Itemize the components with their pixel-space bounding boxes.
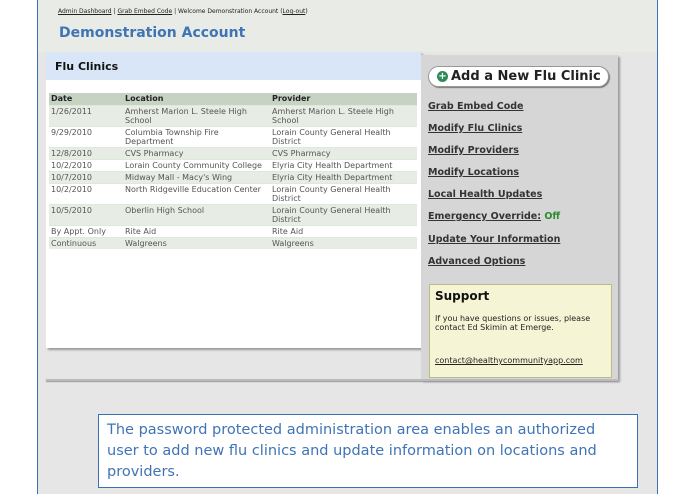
location-cell: CVS Pharmacy (123, 147, 270, 159)
breadcrumb: Admin Dashboard | Grab Embed Code | Welcome Demonstration Account (Log-out) (58, 8, 308, 15)
add-flu-clinic-button[interactable] (428, 66, 609, 87)
support-title: Support (435, 289, 490, 303)
support-text: If you have questions or issues, please contact Ed Skimin at Emerge. (435, 314, 591, 332)
grab-embed-code-top-link[interactable]: Grab Embed Code (117, 8, 173, 15)
provider-cell: Lorain County General Health District (270, 204, 417, 225)
location-cell: Lorain County Community College (123, 159, 270, 171)
provider-cell: Lorain County General Health District (270, 126, 417, 147)
provider-cell: Elyria City Health Department (270, 159, 417, 171)
panel-header (46, 52, 421, 80)
advanced-options-link[interactable]: Advanced Options (428, 256, 526, 267)
date-cell: 1/26/2011 (49, 105, 123, 126)
plus-circle-icon: + (438, 71, 447, 82)
date-cell: 9/29/2010 (49, 126, 123, 147)
date-cell: 10/7/2010 (49, 171, 123, 183)
date-cell: 12/8/2010 (49, 147, 123, 159)
emergency-override-row (428, 211, 560, 222)
grab-embed-code-link[interactable]: Grab Embed Code (428, 101, 524, 112)
logout-link[interactable]: Log-out (282, 8, 306, 15)
provider-cell: CVS Pharmacy (270, 147, 417, 159)
panel-title: Flu Clinics (55, 60, 119, 73)
location-cell: Oberlin High School (123, 204, 270, 225)
modify-providers-link[interactable]: Modify Providers (428, 145, 519, 156)
welcome-text: Welcome Demonstration Account (178, 8, 279, 15)
location-cell: Amherst Marion L. Steele High School (123, 105, 270, 126)
table-row[interactable] (49, 183, 417, 204)
provider-cell: Lorain County General Health District (270, 183, 417, 204)
table-row[interactable] (49, 171, 417, 183)
location-cell: North Ridgeville Education Center (123, 183, 270, 204)
caption-box: The password protected administration area enables an authorized user to add new flu clinics and update information on locations and providers. (98, 414, 638, 488)
column-header-location: Location (123, 93, 270, 105)
local-health-updates-link[interactable]: Local Health Updates (428, 189, 543, 200)
table-row[interactable] (49, 105, 417, 126)
modify-flu-clinics-link[interactable]: Modify Flu Clinics (428, 123, 523, 134)
table-row[interactable] (49, 159, 417, 171)
table-header-row (49, 93, 417, 105)
admin-dashboard-link[interactable]: Admin Dashboard (58, 8, 112, 15)
column-header-date: Date (49, 93, 123, 105)
location-cell: Midway Mall - Macy's Wing (123, 171, 270, 183)
date-cell: Continuous (49, 237, 123, 249)
table-row[interactable] (49, 126, 417, 147)
divider (46, 379, 619, 381)
emergency-override-link[interactable]: Emergency Override: (428, 211, 542, 222)
location-cell: Columbia Township Fire Department (123, 126, 270, 147)
date-cell: 10/5/2010 (49, 204, 123, 225)
column-header-provider: Provider (270, 93, 417, 105)
table-row[interactable] (49, 237, 417, 249)
provider-cell: Amherst Marion L. Steele High School (270, 105, 417, 126)
location-cell: Rite Aid (123, 225, 270, 237)
provider-cell: Walgreens (270, 237, 417, 249)
provider-cell: Elyria City Health Department (270, 171, 417, 183)
override-status: Off (544, 211, 561, 222)
location-cell: Walgreens (123, 237, 270, 249)
date-cell: 10/2/2010 (49, 159, 123, 171)
update-your-information-link[interactable]: Update Your Information (428, 234, 561, 245)
table-row[interactable] (49, 147, 417, 159)
support-box (429, 284, 612, 378)
date-cell: By Appt. Only (49, 225, 123, 237)
table-row[interactable] (49, 225, 417, 237)
modify-locations-link[interactable]: Modify Locations (428, 167, 520, 178)
clinics-table (49, 93, 417, 249)
provider-cell: Rite Aid (270, 225, 417, 237)
support-email-link[interactable]: contact@healthycommunityapp.com (435, 356, 583, 365)
add-flu-clinic-label: Add a New Flu Clinic (451, 69, 601, 84)
date-cell: 10/2/2010 (49, 183, 123, 204)
table-row[interactable] (49, 204, 417, 225)
account-name: Demonstration Account (59, 25, 246, 41)
